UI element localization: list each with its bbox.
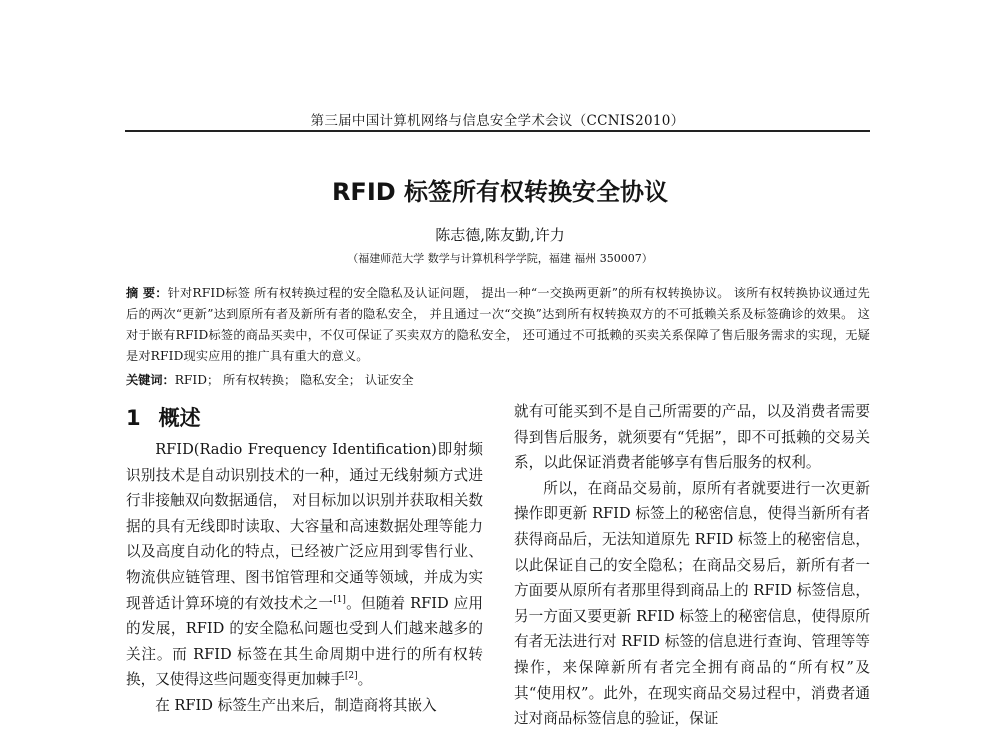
right-paragraph-2: 所以，在商品交易前，原所有者就要进行一次更新操作即更新 RFID 标签上的秘密信息，使得当新所有者获得商品后，无法知道原先 RFID 标签上的秘密信息，以此保证自己的安全隐私；在商品交易后，新所有者一方面要从原所有者那里得到商品上的 RFID 标签信息，另一方面又要更新 RFID 标签上的秘密信息，使得原所有者无法进行对 RFID 标签的信息进行查询、管理等等操作，来保障新所有者完全拥有商品的“所有权”及其“使用权”。此外，在现实商品交易过程中，消费者通过对商品标签信息的验证，保证 — [514, 479, 870, 728]
left-paragraph-2: 在 RFID 标签生产出来后，制造商将其嵌入 — [155, 696, 437, 714]
citation-2: [2] — [344, 671, 358, 682]
left-paragraph-1 — [126, 437, 483, 693]
paper-authors: 陈志德,陈友勤,许力 — [435, 226, 565, 244]
header-rule — [125, 130, 870, 132]
left-column — [126, 437, 483, 719]
left-p1-text-end: 。 — [357, 671, 373, 689]
keywords-label: 关键词： — [126, 373, 175, 387]
abstract — [126, 283, 870, 367]
citation-1: [1] — [333, 594, 346, 605]
paper-affiliation: （福建师范大学 数学与计算机科学学院，福建 福州 350007） — [347, 252, 653, 265]
keywords — [126, 371, 870, 388]
running-header: 第三届中国计算机网络与信息安全学术会议（CCNIS2010） — [310, 113, 685, 129]
section-heading — [126, 402, 201, 432]
keywords-text: RFID； 所有权转换； 隐私安全； 认证安全 — [174, 373, 414, 387]
abstract-label: 摘 要： — [126, 286, 168, 300]
left-p1-text-b: 。但随着 RFID 应用的发展，RFID 的安全隐私问题也受到人们越来越多的关注。而 RFID 标签在其生命周期中进行的所有权转换，又使得这些问题变得更加棘手 — [126, 594, 483, 689]
right-paragraph-1: 就有可能买到不是自己所需要的产品，以及消费者需要得到售后服务，就须要有“凭据”，即不可抵赖的交易关系，以此保证消费者能够享有售后服务的权利。 — [514, 403, 870, 472]
abstract-text: 针对RFID标签 所有权转换过程的安全隐私及认证问题， 提出一种“一交换两更新”的所有权转换协议。 该所有权转换协议通过先后的两次“更新”达到原所有者及新所有者的隐私安全， 并且通过一次“交换”达到所有权转换双方的不可抵赖关系及标签确诊的效果。 这对于嵌有RFID标签的商品买卖中，不仅可保证了买卖双方的隐私安全， 还可通过不可抵赖的买卖关系保障了售后服务需求的实现，无疑是对RFID现实应用的推广具有重大的意义。 — [126, 286, 871, 363]
section-title: 概述 — [158, 406, 201, 430]
left-p1-text-a: RFID(Radio Frequency Identification)即射频识别技术是自动识别技术的一种，通过无线射频方式进行非接触双向数据通信， 对目标加以识别并获取相关数据的具有无线即时读取、大容量和高速数据处理等能力以及高度自动化的特点，已经被广泛应用到零售行业、物流供应链管理、图书馆管理和交通等领域，并成为实现普适计算环境的有效技术之一 — [126, 441, 483, 612]
right-column — [514, 399, 870, 732]
section-number: 1 — [126, 406, 141, 430]
paper-title: RFID 标签所有权转换安全协议 — [331, 178, 669, 206]
